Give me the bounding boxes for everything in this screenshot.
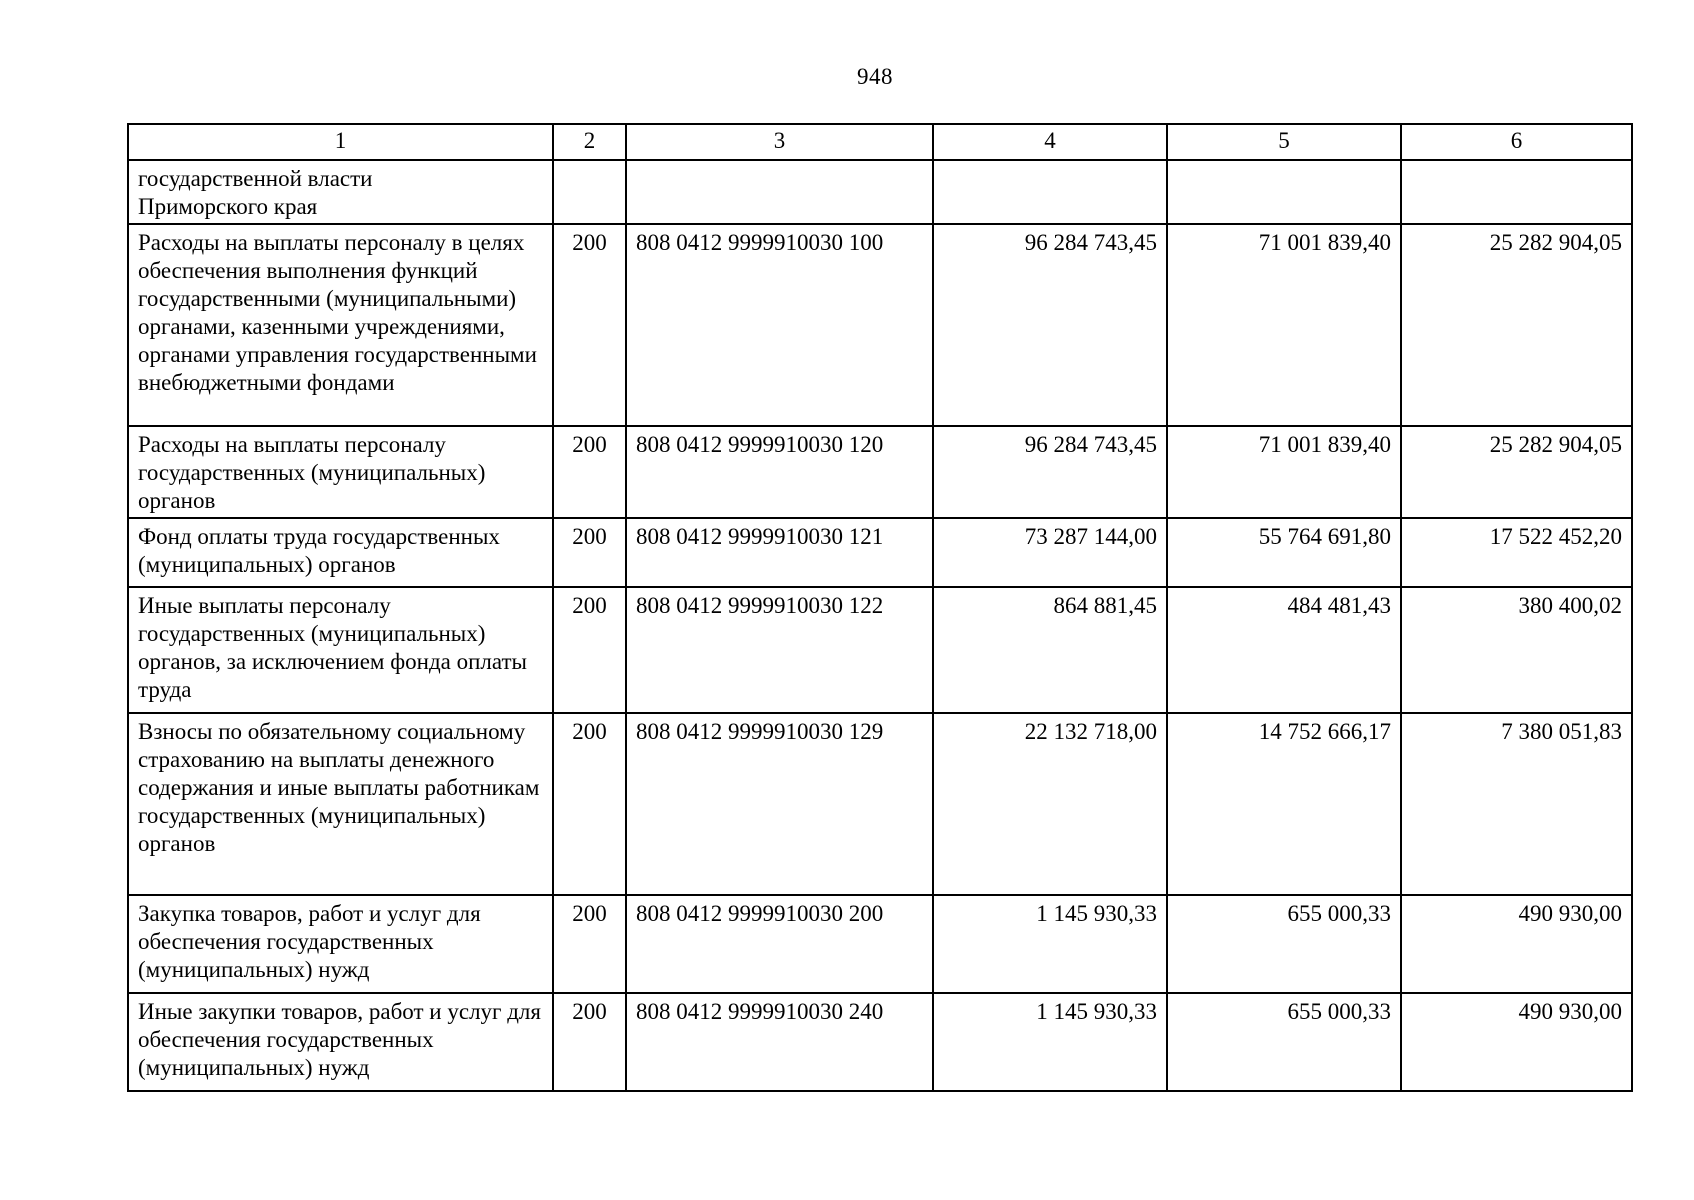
row-value-column-6: 17 522 452,20	[1401, 518, 1632, 587]
page-number: 948	[857, 64, 893, 89]
column-header: 1	[128, 124, 553, 160]
row-value-column-4	[933, 160, 1167, 224]
row-value-column-6: 25 282 904,05	[1401, 426, 1632, 518]
row-value-column-6: 490 930,00	[1401, 993, 1632, 1091]
table-row	[128, 426, 1632, 518]
table-row	[128, 587, 1632, 713]
table-row	[128, 518, 1632, 587]
row-description: государственной власти Приморского края	[128, 160, 553, 224]
row-description: Взносы по обязательному социальному страхованию на выплаты денежного содержания и иные выплаты работникам государственных (муниципальных) органов	[128, 713, 553, 895]
table-header-row	[128, 124, 1632, 160]
row-value-column-4: 864 881,45	[933, 587, 1167, 713]
column-header: 5	[1167, 124, 1401, 160]
row-description: Фонд оплаты труда государственных (муниципальных) органов	[128, 518, 553, 587]
row-budget-code: 808 0412 9999910030 122	[626, 587, 933, 713]
row-budget-code: 808 0412 9999910030 100	[626, 224, 933, 426]
row-code-column-2: 200	[553, 587, 626, 713]
row-code-column-2: 200	[553, 426, 626, 518]
row-budget-code: 808 0412 9999910030 240	[626, 993, 933, 1091]
row-description: Закупка товаров, работ и услуг для обеспечения государственных (муниципальных) нужд	[128, 895, 553, 993]
row-description: Расходы на выплаты персоналу государственных (муниципальных) органов	[128, 426, 553, 518]
row-value-column-4: 96 284 743,45	[933, 426, 1167, 518]
row-value-column-6: 380 400,02	[1401, 587, 1632, 713]
row-description: Расходы на выплаты персоналу в целях обеспечения выполнения функций государственными (муниципальными) органами, казенными учреждениями, органами управления государственными внебюджетными фондами	[128, 224, 553, 426]
row-value-column-5: 55 764 691,80	[1167, 518, 1401, 587]
table-row	[128, 713, 1632, 895]
table-row	[128, 224, 1632, 426]
row-value-column-6	[1401, 160, 1632, 224]
row-value-column-6: 7 380 051,83	[1401, 713, 1632, 895]
row-value-column-4: 73 287 144,00	[933, 518, 1167, 587]
row-budget-code: 808 0412 9999910030 120	[626, 426, 933, 518]
budget-table	[127, 123, 1633, 1092]
row-value-column-5: 484 481,43	[1167, 587, 1401, 713]
row-code-column-2: 200	[553, 224, 626, 426]
table-row	[128, 993, 1632, 1091]
row-value-column-6: 25 282 904,05	[1401, 224, 1632, 426]
row-code-column-2: 200	[553, 713, 626, 895]
row-value-column-6: 490 930,00	[1401, 895, 1632, 993]
row-code-column-2	[553, 160, 626, 224]
column-header: 3	[626, 124, 933, 160]
row-budget-code: 808 0412 9999910030 121	[626, 518, 933, 587]
column-header: 2	[553, 124, 626, 160]
row-value-column-5: 655 000,33	[1167, 895, 1401, 993]
row-budget-code	[626, 160, 933, 224]
row-budget-code: 808 0412 9999910030 129	[626, 713, 933, 895]
row-description: Иные выплаты персоналу государственных (муниципальных) органов, за исключением фонда оплаты труда	[128, 587, 553, 713]
row-value-column-5: 655 000,33	[1167, 993, 1401, 1091]
row-value-column-5	[1167, 160, 1401, 224]
row-code-column-2: 200	[553, 895, 626, 993]
column-header: 4	[933, 124, 1167, 160]
table-row	[128, 160, 1632, 224]
row-code-column-2: 200	[553, 993, 626, 1091]
row-description: Иные закупки товаров, работ и услуг для обеспечения государственных (муниципальных) нужд	[128, 993, 553, 1091]
row-value-column-4: 1 145 930,33	[933, 993, 1167, 1091]
row-value-column-4: 96 284 743,45	[933, 224, 1167, 426]
row-value-column-5: 71 001 839,40	[1167, 426, 1401, 518]
row-value-column-4: 1 145 930,33	[933, 895, 1167, 993]
row-code-column-2: 200	[553, 518, 626, 587]
column-header: 6	[1401, 124, 1632, 160]
table-row	[128, 895, 1632, 993]
row-value-column-5: 14 752 666,17	[1167, 713, 1401, 895]
row-value-column-4: 22 132 718,00	[933, 713, 1167, 895]
row-budget-code: 808 0412 9999910030 200	[626, 895, 933, 993]
row-value-column-5: 71 001 839,40	[1167, 224, 1401, 426]
